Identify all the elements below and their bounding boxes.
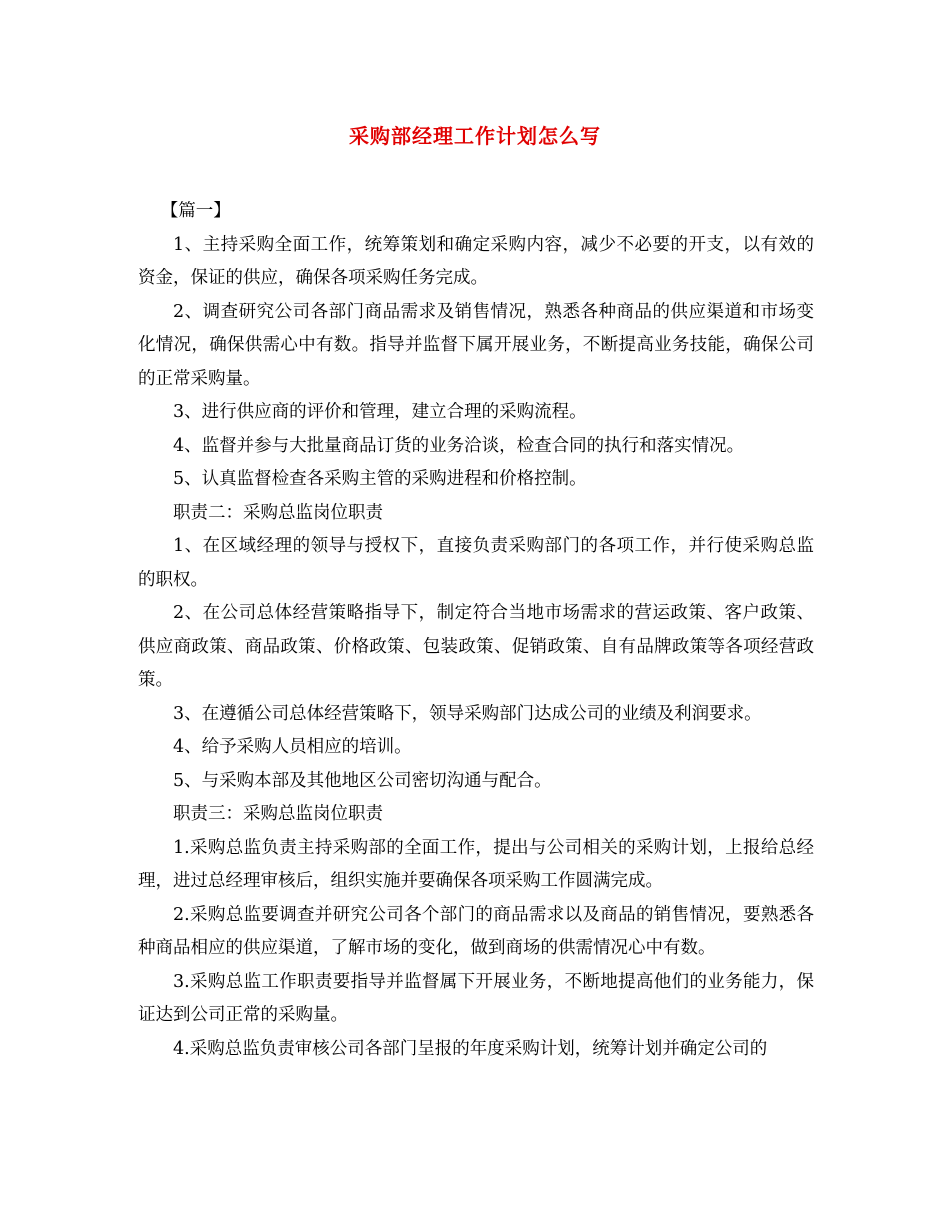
- paragraph: 1、在区域经理的领导与授权下，直接负责采购部门的各项工作，并行使采购总监的职权。: [138, 536, 814, 590]
- section-heading-piece1: 【篇一】: [160, 201, 231, 221]
- paragraph: 4.采购总监负责审核公司各部门呈报的年度采购计划，统筹计划并确定公司的: [173, 1038, 768, 1059]
- paragraph: 5、与采购本部及其他地区公司密切沟通与配合。: [173, 770, 552, 791]
- paragraph: 1、主持采购全面工作，统筹策划和确定采购内容，减少不必要的开支，以有效的资金，保证的供应，确保各项采购任务完成。: [138, 234, 814, 288]
- section-heading-duty2: 职责二：采购总监岗位职责: [173, 502, 383, 523]
- document-title: 采购部经理工作计划怎么写: [349, 124, 601, 148]
- paragraph: 3、在遵循公司总体经营策略下，领导采购部门达成公司的业绩及利润要求。: [173, 703, 762, 724]
- section-heading-duty3: 职责三：采购总监岗位职责: [173, 804, 383, 824]
- paragraph: 5、认真监督检查各采购主管的采购进程和价格控制。: [173, 469, 587, 489]
- paragraph: 3.采购总监工作职责要指导并监督属下开展业务，不断地提高他们的业务能力，保证达到公司正常的采购量。: [138, 971, 814, 1025]
- paragraph: 2、调查研究公司各部门商品需求及销售情况，熟悉各种商品的供应渠道和市场变化情况，确保供需心中有数。指导并监督下属开展业务，不断提高业务技能，确保公司的正常采购量。: [138, 301, 814, 389]
- paragraph: 2.采购总监要调查并研究公司各个部门的商品需求以及商品的销售情况，要熟悉各种商品相应的供应渠道，了解市场的变化，做到商场的供需情况心中有数。: [138, 904, 814, 958]
- paragraph: 4、给予采购人员相应的培训。: [173, 737, 412, 757]
- document-body: [138, 195, 814, 1066]
- paragraph: 2、在公司总体经营策略指导下，制定符合当地市场需求的营运政策、客户政策、供应商政策、商品政策、价格政策、包装政策、促销政策、自有品牌政策等各项经营政策。: [138, 603, 814, 690]
- paragraph: 4、监督并参与大批量商品订货的业务洽谈，检查合同的执行和落实情况。: [173, 435, 745, 456]
- paragraph: 1.采购总监负责主持采购部的全面工作，提出与公司相关的采购计划，上报给总经理，进过总经理审核后，组织实施并要确保各项采购工作圆满完成。: [138, 837, 814, 891]
- paragraph: 3、进行供应商的评价和管理，建立合理的采购流程。: [173, 402, 587, 422]
